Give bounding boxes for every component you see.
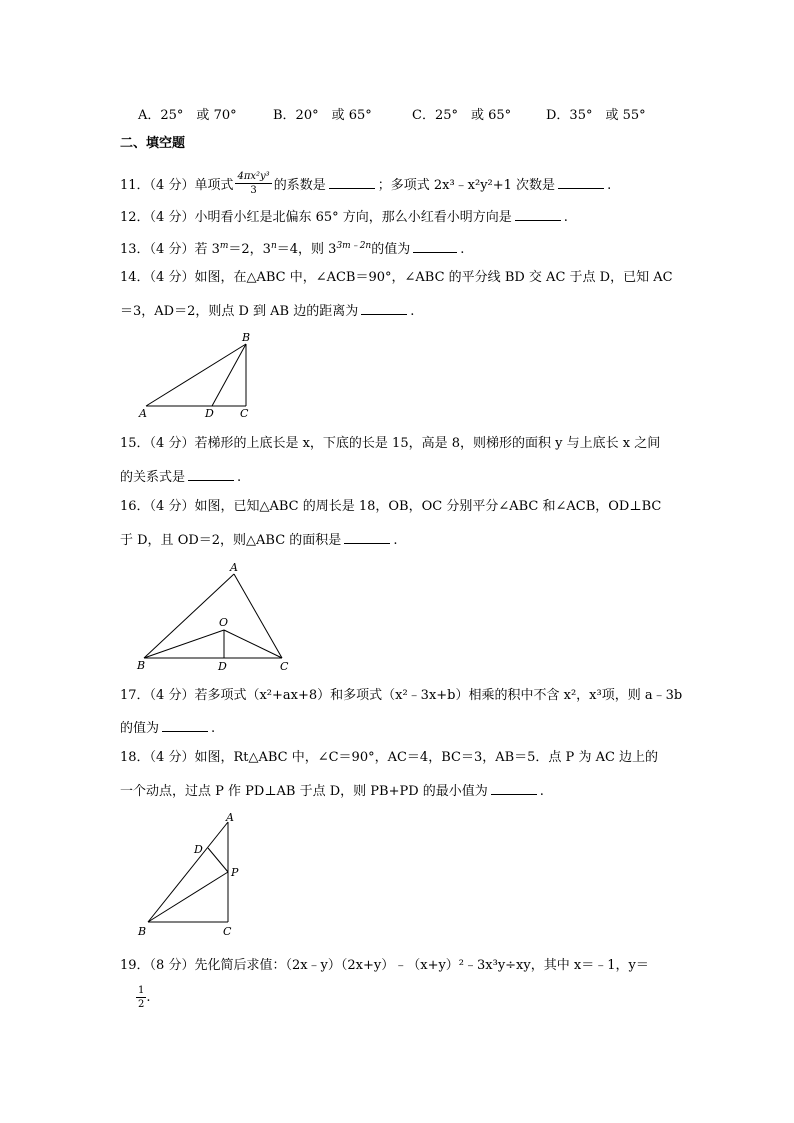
- q16-label-d: D: [218, 660, 227, 673]
- q19-fraction: [136, 984, 151, 1011]
- question-15-line-2: [120, 468, 241, 486]
- q18-end: .: [539, 784, 544, 799]
- q13-exp-m: m: [219, 241, 229, 251]
- q11-answer-blank-1[interactable]: [329, 176, 375, 189]
- question-13: [120, 240, 464, 258]
- q18-label-p: P: [231, 866, 239, 879]
- q19-frac-num: 1: [138, 985, 145, 996]
- q18-segment-ab: [148, 822, 228, 922]
- question-18-line-2: [120, 782, 544, 800]
- q16-segment-oc: [224, 630, 282, 658]
- q15-line-2-text: 的关系式是: [120, 470, 186, 485]
- q16-segment-ac: [234, 574, 282, 658]
- question-11: [120, 172, 611, 199]
- q19-frac-den: 2: [138, 999, 145, 1010]
- question-16-line-2: [120, 531, 397, 549]
- q14-answer-blank[interactable]: [361, 302, 407, 315]
- q18-label-c: C: [223, 925, 232, 938]
- q16-end: .: [393, 533, 398, 548]
- question-17-line-2: [120, 719, 215, 737]
- q14-end: .: [410, 304, 415, 319]
- section-title: 二、填空题: [120, 136, 186, 151]
- q16-label-o: O: [219, 616, 229, 629]
- q14-line-2-text: ＝3，AD＝2，则点 D 到 AB 边的距离为: [120, 304, 359, 319]
- q12-answer-blank[interactable]: [515, 208, 561, 221]
- q14-label-b: B: [242, 331, 251, 344]
- question-18-line-1: 18．（4 分）如图，Rt△ABC 中，∠C＝90°，AC＝4，BC＝3，AB＝5．点 P 为 AC 边上的: [120, 750, 659, 765]
- question-12: [120, 208, 568, 226]
- q16-line-2-text: 于 D，且 OD＝2，则△ABC 的面积是: [120, 533, 342, 548]
- q18-label-d: D: [194, 843, 203, 856]
- q13-prefix: 13．（4 分）若 3: [120, 242, 220, 257]
- q11-end: .: [607, 178, 612, 193]
- q15-end: .: [237, 470, 242, 485]
- q18-segment-bp: [148, 872, 228, 922]
- q13-tail: 的值为: [371, 242, 411, 257]
- q10-option-d: D．35° 或 55°: [546, 108, 646, 123]
- q16-figure: [130, 558, 300, 676]
- q11-frac-num: 4πx²y³: [237, 171, 270, 182]
- q12-end: .: [563, 210, 568, 225]
- q13-eq1: ＝2，3: [228, 242, 271, 257]
- q10-option-b: B．20° 或 65°: [273, 108, 372, 123]
- q13-end: .: [460, 242, 465, 257]
- q13-exp-3m-2n: 3m﹣2n: [336, 241, 372, 251]
- q14-segment-bd: [212, 344, 246, 406]
- q11-sep: ；多项式 2x³﹣x²y²+1 次数是: [377, 178, 556, 193]
- q15-answer-blank[interactable]: [188, 468, 234, 481]
- q18-segment-pd: [208, 848, 228, 872]
- q14-segment-ab: [146, 344, 246, 406]
- question-17-line-1: 17．（4 分）若多项式（x²+ax+8）和多项式（x²﹣3x+b）相乘的积中不含 x²，x³项，则 a﹣3b: [120, 688, 683, 703]
- q10-option-a: A．25° 或 70°: [138, 108, 237, 123]
- q14-label-c: C: [240, 407, 249, 420]
- q13-exp-n: n: [270, 241, 277, 251]
- q18-label-a: A: [226, 811, 234, 824]
- q17-end: .: [211, 721, 216, 736]
- q18-answer-blank[interactable]: [491, 782, 537, 795]
- question-14-line-1: 14．（4 分）如图，在△ABC 中，∠ACB＝90°，∠ABC 的平分线 BD 交 AC 于点 D，已知 AC: [120, 270, 673, 285]
- q18-figure: [130, 808, 250, 940]
- q11-answer-blank-2[interactable]: [558, 176, 604, 189]
- q19-end: .: [146, 990, 151, 1005]
- q16-label-c: C: [280, 660, 289, 673]
- q11-mid: 的系数是: [273, 178, 326, 193]
- q11-prefix: 11．（4 分）单项式: [120, 178, 234, 193]
- question-19-line-1: 19．（8 分）先化简后求值：（2x﹣y）（2x+y）﹣（x+y）²﹣3x³y÷xy，其中 x＝﹣1，y＝: [120, 958, 649, 973]
- q18-label-b: B: [138, 925, 147, 938]
- q17-line-2-text: 的值为: [120, 721, 160, 736]
- q12-text: 12．（4 分）小明看小红是北偏东 65° 方向，那么小红看小明方向是: [120, 210, 512, 225]
- question-14-line-2: [120, 302, 414, 320]
- q13-answer-blank[interactable]: [413, 240, 457, 253]
- q13-eq2: ＝4，则 3: [276, 242, 337, 257]
- q14-label-d: D: [205, 407, 214, 420]
- q11-frac-den: 3: [250, 185, 257, 196]
- q11-fraction: [235, 170, 271, 197]
- q16-answer-blank[interactable]: [344, 531, 390, 544]
- q10-option-c: C．25° 或 65°: [412, 108, 512, 123]
- q14-label-a: A: [139, 407, 147, 420]
- question-16-line-1: 16．（4 分）如图，已知△ABC 的周长是 18，OB，OC 分别平分∠ABC 和∠ACB，OD⊥BC: [120, 499, 662, 514]
- q16-segment-ob: [144, 630, 224, 658]
- q18-line-2-text: 一个动点，过点 P 作 PD⊥AB 于点 D，则 PB+PD 的最小值为: [120, 784, 488, 799]
- question-15-line-1: 15．（4 分）若梯形的上底长是 x，下底的长是 15，高是 8，则梯形的面积 y 与上底长 x 之间: [120, 436, 661, 451]
- q16-label-a: A: [230, 561, 238, 574]
- q17-answer-blank[interactable]: [162, 719, 208, 732]
- q16-label-b: B: [137, 659, 146, 672]
- q14-figure: [130, 328, 270, 423]
